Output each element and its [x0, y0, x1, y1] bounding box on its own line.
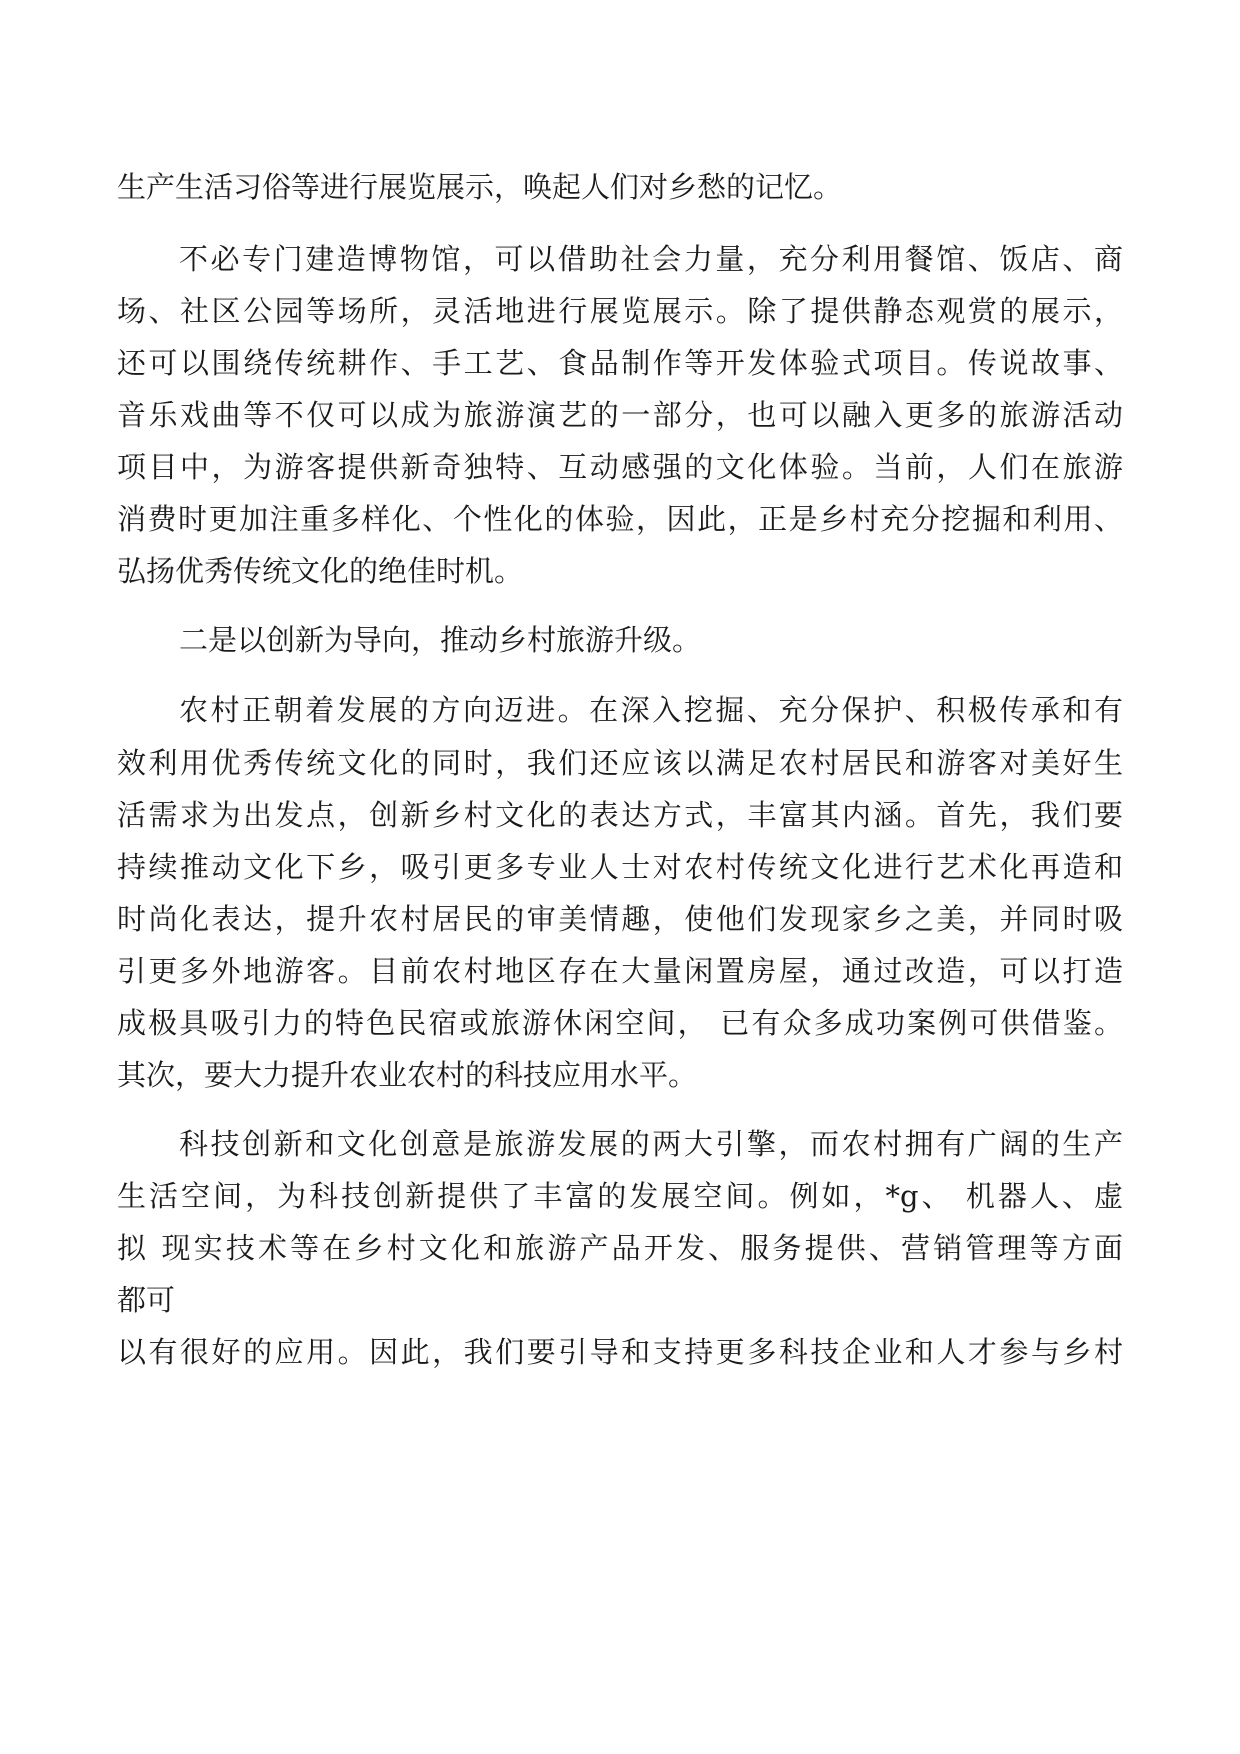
text-line-16: 成极具吸引力的特色民宿或旅游休闲空间， 已有众多成功案例可供借鉴。: [117, 1006, 1123, 1040]
text-line-20: 拟 现实技术等在乡村文化和旅游产品开发、服务提供、营销管理等方面: [117, 1231, 1123, 1265]
text-line-18: 科技创新和文化创意是旅游发展的两大引擎，而农村拥有广阔的生产: [179, 1127, 1123, 1161]
text-line-8: 弘扬优秀传统文化的绝佳时机。: [117, 554, 524, 588]
text-line-4: 还可以围绕传统耕作、手工艺、食品制作等开发体验式项目。传说故事、: [117, 346, 1123, 380]
text-line-22: 以有很好的应用。因此，我们要引导和支持更多科技企业和人才参与乡村: [117, 1335, 1123, 1369]
text-line-7: 消费时更加注重多样化、个性化的体验，因此，正是乡村充分挖掘和利用、: [117, 502, 1123, 536]
text-line-6: 项目中，为游客提供新奇独特、互动感强的文化体验。当前，人们在旅游: [117, 450, 1123, 484]
text-line-5: 音乐戏曲等不仅可以成为旅游演艺的一部分，也可以融入更多的旅游活动: [117, 398, 1123, 432]
text-line-17: 其次，要大力提升农业农村的科技应用水平。: [117, 1058, 698, 1092]
text-line-11: 效利用优秀传统文化的同时，我们还应该以满足农村居民和游客对美好生: [117, 746, 1123, 780]
text-line-13: 持续推动文化下乡，吸引更多专业人士对农村传统文化进行艺术化再造和: [117, 850, 1123, 884]
text-line-14: 时尚化表达，提升农村居民的审美情趣，使他们发现家乡之美，并同时吸: [117, 902, 1123, 936]
text-line-2: 不必专门建造博物馆，可以借助社会力量，充分利用餐馆、饭店、商: [179, 242, 1123, 276]
text-line-1: 生产生活习俗等进行展览展示，唤起人们对乡愁的记忆。: [117, 170, 843, 204]
text-line-19: 生活空间，为科技创新提供了丰富的发展空间。例如，*g、 机器人、虚: [117, 1179, 1123, 1213]
text-line-15: 引更多外地游客。目前农村地区存在大量闲置房屋，通过改造，可以打造: [117, 954, 1123, 988]
text-line-21: 都可: [117, 1283, 176, 1317]
text-line-3: 场、社区公园等场所，灵活地进行展览展示。除了提供静态观赏的展示，: [117, 294, 1123, 328]
text-line-12: 活需求为出发点，创新乡村文化的表达方式，丰富其内涵。首先，我们要: [117, 798, 1123, 832]
text-line-10: 农村正朝着发展的方向迈进。在深入挖掘、充分保护、积极传承和有: [179, 693, 1123, 727]
section-heading: 二是以创新为导向，推动乡村旅游升级。: [179, 623, 702, 657]
